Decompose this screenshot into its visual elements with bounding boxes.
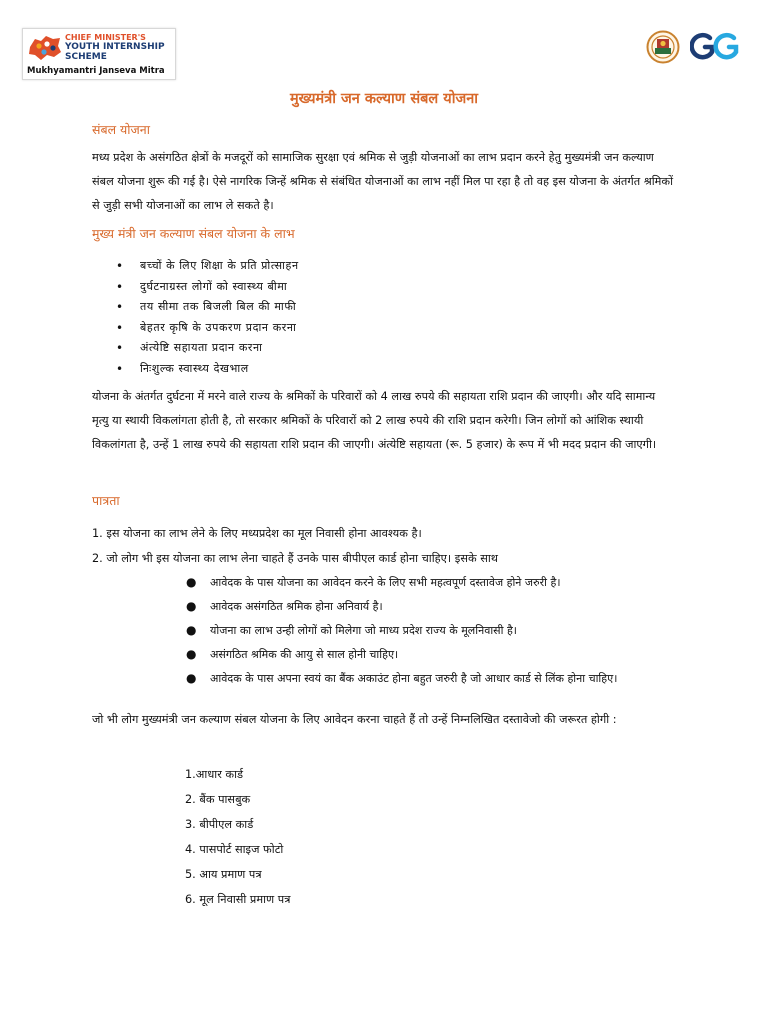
- list-item: ● असंगठित श्रमिक की आयु से साल होनी चाहिए।: [186, 647, 399, 661]
- bullet-icon: ●: [186, 623, 197, 637]
- bullet-icon: ●: [186, 599, 197, 613]
- list-item: 2. बैंक पासबुक: [185, 793, 251, 806]
- list-item: 4. पासपोर्ट साइज फोटो: [185, 843, 284, 856]
- bullet-icon: •: [116, 320, 124, 335]
- bullet-icon: •: [116, 300, 124, 314]
- bullet-icon: ●: [186, 671, 197, 685]
- mp-map-icon: [27, 33, 63, 63]
- list-item: • बेहतर कृषि के उपकरण प्रदान करना: [116, 318, 299, 339]
- documents-intro: जो भी लोग मुख्यमंत्री जन कल्याण संबल योजना के लिए आवेदन करना चाहते हैं तो उन्हें निम्नलिखित दस्तावेजो की जरूरत होगी :: [92, 713, 617, 726]
- intro-paragraph: मध्य प्रदेश के असंगठित क्षेत्रों के मजदूरों को सामाजिक सुरक्षा एवं श्रमिक से जुड़ी योजनाओं का लाभ प्रदान करने हेतु मुख्यमंत्री जन कल्याण संबल योजना शुरू की गई है। ऐसे नागरिक जिन्हें श्रमिक से संबंधित योजनाओं का लाभ नहीं मिल पा रहा है तो वह इस योजना के अंतर्गत श्रमिकों से जुड़ी सभी योजनाओं का लाभ ले सकते है।: [92, 151, 674, 212]
- list-item: 3. बीपीएल कार्ड: [185, 818, 254, 831]
- list-item: ● आवेदक के पास योजना का आवेदन करने के लिए सभी महत्वपूर्ण दस्तावेज होने जरुरी है।: [186, 575, 561, 589]
- benefits-list: [116, 256, 299, 379]
- assistance-paragraph: योजना के अंतर्गत दुर्घटना में मरने वाले राज्य के श्रमिकों के परिवारों को 4 लाख रुपये की सहायता राशि प्रदान की जाएगी। और यदि सामान्य मृत्यु या स्थायी विकलांगता होती है, तो सरकार श्रमिकों के परिवारों को 2 लाख रुपये की राशि प्रदान करेगी। जिन लोगों को आंशिक स्थायी विकलांगता है, उन्हें 1 लाख रुपये की सहायता राशि प्रदान की जाएगी। अंत्येष्टि सहायता (रू. 5 हजार) के रूप में भी मदद प्रदान की जाएगी।: [92, 390, 657, 451]
- eligibility-step-1: 1. इस योजना का लाभ लेने के लिए मध्यप्रदेश का मूल निवासी होना आवश्यक है।: [92, 527, 422, 540]
- bullet-icon: ●: [186, 575, 197, 589]
- documents-list: [185, 766, 290, 916]
- list-item: ● आवेदक असंगठित श्रमिक होना अनिवार्य है।: [186, 599, 383, 613]
- section-heading-benefits: मुख्य मंत्री जन कल्याण संबल योजना के लाभ: [92, 226, 295, 241]
- list-item: 5. आय प्रमाण पत्र: [185, 868, 262, 881]
- section-heading-sambal-yojana: संबल योजना: [92, 122, 150, 137]
- logo-subtitle: Mukhyamantri Janseva Mitra: [27, 66, 165, 76]
- eligibility-criteria-list: [186, 574, 666, 706]
- page-title: मुख्यमंत्री जन कल्याण संबल योजना: [289, 91, 479, 107]
- list-item: • निःशुल्क स्वास्थ्य देखभाल: [116, 359, 299, 380]
- list-item: ● आवेदक के पास अपना स्वयं का बैंक अकाउंट होना बहुत जरुरी है जो आधार कार्ड से लिंक होना चाहिए।: [186, 671, 618, 685]
- list-item: • अंत्येष्टि सहायता प्रदान करना: [116, 338, 299, 359]
- list-item: • दुर्घटनाग्रस्त लोगों को स्वास्थ्य बीमा: [116, 277, 299, 298]
- list-item: 1.आधार कार्ड: [185, 768, 244, 781]
- cm-youth-internship-logo: [22, 28, 176, 80]
- logo-line-1: CHIEF MINISTER'S: [65, 33, 146, 42]
- list-item: • तय सीमा तक बिजली बिल की माफी: [116, 297, 299, 318]
- mp-govt-emblem-icon: [646, 30, 680, 64]
- bullet-icon: •: [116, 341, 124, 355]
- gg-logo-icon: [690, 30, 742, 64]
- list-item: ● योजना का लाभ उन्ही लोगों को मिलेगा जो माध्य प्रदेश राज्य के मूलनिवासी है।: [186, 623, 517, 637]
- bullet-icon: •: [116, 361, 124, 376]
- section-heading-eligibility: पात्रता: [92, 493, 120, 508]
- eligibility-step-2: 2. जो लोग भी इस योजना का लाभ लेना चाहते हैं उनके पास बीपीएल कार्ड होना चाहिए। इसके साथ: [92, 552, 498, 565]
- bullet-icon: ●: [186, 647, 197, 661]
- bullet-icon: •: [116, 279, 124, 294]
- list-item: • बच्चों के लिए शिक्षा के प्रति प्रोत्साहन: [116, 256, 299, 277]
- bullet-icon: •: [116, 259, 124, 273]
- logo-line-2: YOUTH INTERNSHIP: [65, 42, 165, 52]
- list-item: 6. मूल निवासी प्रमाण पत्र: [185, 893, 291, 906]
- logo-line-3: SCHEME: [65, 52, 107, 62]
